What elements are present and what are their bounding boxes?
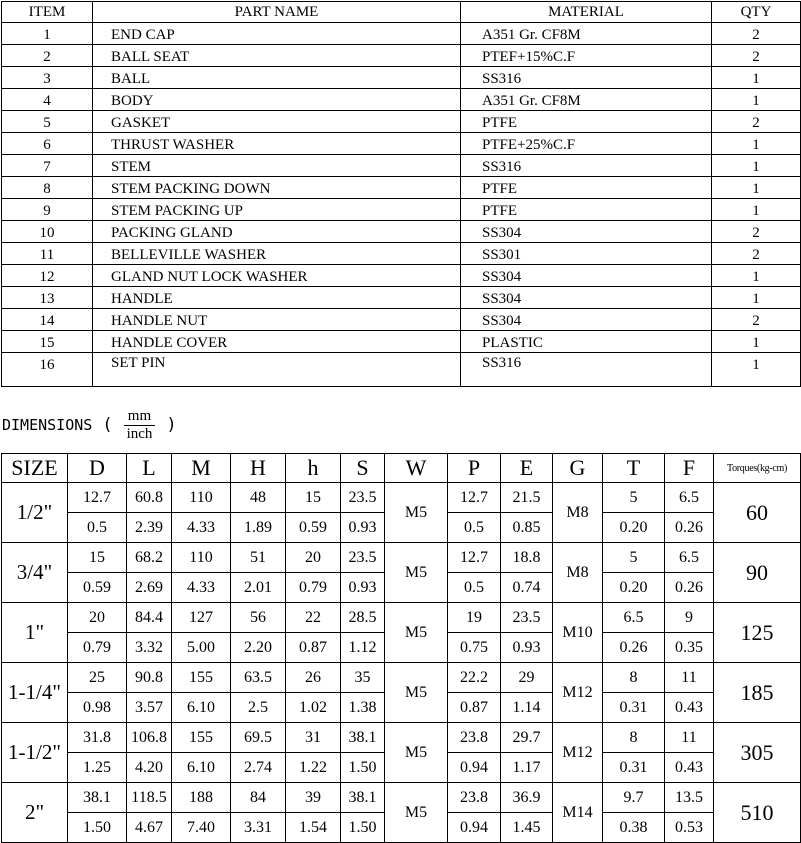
dim-w: M5 [385,723,448,783]
dim-header-cell: W [385,454,448,483]
unit-fraction [123,408,157,443]
parts-cell-mat: SS316 [461,67,712,89]
dim-header-cell: F [665,454,714,483]
dim-value-inch: 1.17 [501,753,553,783]
dim-value-inch: 0.94 [448,753,501,783]
dim-value-inch: 1.50 [341,813,385,843]
parts-cell-name: HANDLE NUT [93,309,461,331]
dim-size: 1-1/4" [2,663,68,723]
dim-value-inch: 0.87 [286,633,341,663]
dim-value-inch: 0.20 [603,513,665,543]
parts-row [2,155,801,177]
dim-value-mm: 84.4 [127,603,172,633]
parts-row [2,177,801,199]
parts-cell-mat: SS304 [461,287,712,309]
dim-value-mm: 11 [665,663,714,693]
header-material: MATERIAL [461,2,712,23]
dim-value-mm: 6.5 [665,543,714,573]
dim-value-inch: 1.12 [341,633,385,663]
dim-value-mm: 38.1 [341,723,385,753]
dim-value-mm: 6.5 [603,603,665,633]
parts-cell-qty: 2 [712,243,801,265]
dim-w: M5 [385,483,448,543]
parts-row [2,199,801,221]
dim-value-mm: 9 [665,603,714,633]
dim-w: M5 [385,603,448,663]
dim-value-mm: 23.8 [448,783,501,813]
dim-row-mm [2,663,801,693]
dim-value-mm: 20 [68,603,127,633]
dim-header-cell: L [127,454,172,483]
dim-value-mm: 31.8 [68,723,127,753]
parts-cell-item: 4 [2,89,93,111]
dim-g: M8 [553,483,603,543]
dim-torque: 125 [714,603,801,663]
dim-value-mm: 51 [231,543,286,573]
dim-value-mm: 5 [603,483,665,513]
dim-value-inch: 1.25 [68,753,127,783]
parts-cell-item: 16 [2,353,93,387]
close-paren: ) [166,415,177,435]
dim-value-mm: 8 [603,723,665,753]
dim-value-inch: 3.32 [127,633,172,663]
dim-value-inch: 1.54 [286,813,341,843]
dim-value-inch: 0.26 [665,573,714,603]
dim-value-mm: 12.7 [448,543,501,573]
parts-cell-mat: PTFE [461,199,712,221]
dim-value-mm: 12.7 [68,483,127,513]
parts-header-row [2,2,801,23]
parts-cell-mat: PTEF+15%C.F [461,45,712,67]
parts-cell-mat: SS316 [461,155,712,177]
dim-torque: 305 [714,723,801,783]
dim-value-mm: 23.8 [448,723,501,753]
dim-torque: 60 [714,483,801,543]
dim-value-inch: 2.01 [231,573,286,603]
parts-cell-item: 6 [2,133,93,155]
parts-cell-name: SET PIN [93,353,461,387]
parts-cell-name: STEM [93,155,461,177]
dim-torque: 185 [714,663,801,723]
dim-value-mm: 6.5 [665,483,714,513]
dim-row-mm [2,603,801,633]
parts-cell-mat: SS304 [461,265,712,287]
dim-value-mm: 38.1 [341,783,385,813]
parts-cell-qty: 1 [712,265,801,287]
parts-row [2,265,801,287]
dim-row-mm [2,543,801,573]
dim-value-inch: 6.10 [172,753,231,783]
parts-cell-mat: SS316 [461,353,712,387]
parts-row [2,243,801,265]
parts-cell-qty: 1 [712,353,801,387]
dim-value-mm: 8 [603,663,665,693]
dim-value-inch: 0.5 [68,513,127,543]
parts-cell-mat: PTFE+25%C.F [461,133,712,155]
dim-value-mm: 36.9 [501,783,553,813]
parts-cell-mat: PLASTIC [461,331,712,353]
parts-cell-qty: 1 [712,331,801,353]
parts-cell-qty: 1 [712,89,801,111]
dim-size: 1/2" [2,483,68,543]
dim-g: M12 [553,663,603,723]
dim-header-cell: S [341,454,385,483]
dim-value-inch: 0.5 [448,513,501,543]
dim-value-inch: 0.87 [448,693,501,723]
dim-value-mm: 127 [172,603,231,633]
parts-body [2,23,801,387]
dim-header-cell: T [603,454,665,483]
dim-value-mm: 38.1 [68,783,127,813]
parts-cell-qty: 2 [712,45,801,67]
parts-row [2,287,801,309]
dim-row-mm [2,783,801,813]
dim-value-inch: 0.93 [501,633,553,663]
dim-value-mm: 39 [286,783,341,813]
dimensions-heading [2,405,187,445]
dim-header-cell: H [231,454,286,483]
dim-value-inch: 0.85 [501,513,553,543]
dim-value-inch: 0.93 [341,513,385,543]
dim-value-inch: 1.50 [68,813,127,843]
dim-value-inch: 0.79 [68,633,127,663]
parts-cell-item: 1 [2,23,93,45]
dim-value-inch: 0.35 [665,633,714,663]
dim-w: M5 [385,663,448,723]
dim-torque: 510 [714,783,801,843]
parts-cell-name: BELLEVILLE WASHER [93,243,461,265]
dim-header-cell: Torques(kg-cm) [714,454,801,483]
dim-header-cell: D [68,454,127,483]
dim-value-mm: 90.8 [127,663,172,693]
dim-value-inch: 0.79 [286,573,341,603]
dim-torque: 90 [714,543,801,603]
dim-value-inch: 2.39 [127,513,172,543]
dim-value-mm: 110 [172,483,231,513]
parts-cell-qty: 1 [712,133,801,155]
parts-cell-name: BODY [93,89,461,111]
dim-value-inch: 0.93 [341,573,385,603]
dim-value-inch: 0.31 [603,753,665,783]
dim-value-mm: 23.5 [501,603,553,633]
parts-cell-item: 12 [2,265,93,287]
dim-value-inch: 0.94 [448,813,501,843]
dim-value-inch: 1.38 [341,693,385,723]
parts-row [2,309,801,331]
dim-value-inch: 7.40 [172,813,231,843]
dim-value-mm: 48 [231,483,286,513]
parts-cell-item: 15 [2,331,93,353]
dim-value-inch: 1.50 [341,753,385,783]
dim-size: 3/4" [2,543,68,603]
parts-cell-mat: A351 Gr. CF8M [461,89,712,111]
dim-value-mm: 118.5 [127,783,172,813]
parts-cell-name: BALL SEAT [93,45,461,67]
parts-cell-qty: 1 [712,287,801,309]
parts-cell-name: GASKET [93,111,461,133]
dim-value-mm: 84 [231,783,286,813]
parts-cell-name: THRUST WASHER [93,133,461,155]
parts-cell-item: 2 [2,45,93,67]
dim-value-mm: 12.7 [448,483,501,513]
dim-value-inch: 2.69 [127,573,172,603]
dim-value-mm: 9.7 [603,783,665,813]
dim-w: M5 [385,543,448,603]
parts-row [2,221,801,243]
dim-value-mm: 15 [68,543,127,573]
dim-value-inch: 2.20 [231,633,286,663]
dim-size: 1-1/2" [2,723,68,783]
dim-value-mm: 110 [172,543,231,573]
dim-value-mm: 56 [231,603,286,633]
dim-header-cell: SIZE [2,454,68,483]
dim-value-mm: 21.5 [501,483,553,513]
dim-value-inch: 1.45 [501,813,553,843]
dim-value-mm: 106.8 [127,723,172,753]
parts-cell-name: GLAND NUT LOCK WASHER [93,265,461,287]
parts-cell-item: 13 [2,287,93,309]
dim-value-mm: 155 [172,723,231,753]
dim-value-mm: 22 [286,603,341,633]
dim-size: 2" [2,783,68,843]
dim-value-inch: 0.38 [603,813,665,843]
parts-cell-name: STEM PACKING DOWN [93,177,461,199]
parts-cell-mat: PTFE [461,111,712,133]
parts-cell-name: HANDLE [93,287,461,309]
dim-value-inch: 4.20 [127,753,172,783]
dim-header-cell: M [172,454,231,483]
dim-value-mm: 28.5 [341,603,385,633]
dim-value-inch: 0.5 [448,573,501,603]
parts-cell-name: PACKING GLAND [93,221,461,243]
parts-cell-name: END CAP [93,23,461,45]
dim-value-mm: 69.5 [231,723,286,753]
dim-size: 1" [2,603,68,663]
dim-value-mm: 13.5 [665,783,714,813]
dim-value-mm: 31 [286,723,341,753]
dim-value-inch: 3.57 [127,693,172,723]
dim-header-cell: G [553,454,603,483]
dim-value-inch: 0.26 [603,633,665,663]
dim-value-mm: 5 [603,543,665,573]
dim-value-mm: 18.8 [501,543,553,573]
parts-cell-item: 14 [2,309,93,331]
header-part-name: PART NAME [93,2,461,23]
parts-row [2,89,801,111]
dim-value-inch: 0.98 [68,693,127,723]
dim-value-inch: 5.00 [172,633,231,663]
dim-value-mm: 26 [286,663,341,693]
parts-table [1,1,801,387]
dim-value-mm: 19 [448,603,501,633]
parts-cell-item: 11 [2,243,93,265]
parts-row [2,67,801,89]
dim-value-mm: 29 [501,663,553,693]
header-qty: QTY [712,2,801,23]
parts-row [2,353,801,387]
dim-value-inch: 0.43 [665,693,714,723]
dimensions-table [1,453,801,843]
parts-cell-item: 7 [2,155,93,177]
dim-g: M8 [553,543,603,603]
dim-value-inch: 3.31 [231,813,286,843]
dim-g: M14 [553,783,603,843]
parts-row [2,331,801,353]
dim-value-inch: 1.14 [501,693,553,723]
dim-row-mm [2,483,801,513]
dim-header-cell: E [501,454,553,483]
dim-value-inch: 1.02 [286,693,341,723]
dim-value-mm: 60.8 [127,483,172,513]
dim-value-inch: 0.75 [448,633,501,663]
unit-numerator: mm [124,408,155,426]
dim-value-mm: 68.2 [127,543,172,573]
parts-cell-qty: 1 [712,67,801,89]
header-item: ITEM [2,2,93,23]
dim-value-inch: 4.33 [172,513,231,543]
dim-value-inch: 4.33 [172,573,231,603]
dimensions-body [2,483,801,843]
parts-cell-qty: 2 [712,111,801,133]
parts-cell-mat: A351 Gr. CF8M [461,23,712,45]
parts-cell-qty: 1 [712,177,801,199]
dim-value-mm: 63.5 [231,663,286,693]
parts-cell-mat: PTFE [461,177,712,199]
dim-value-inch: 2.74 [231,753,286,783]
dim-value-inch: 1.89 [231,513,286,543]
parts-cell-name: STEM PACKING UP [93,199,461,221]
parts-cell-qty: 2 [712,309,801,331]
parts-cell-qty: 2 [712,23,801,45]
parts-cell-name: BALL [93,67,461,89]
dim-value-inch: 0.26 [665,513,714,543]
dim-w: M5 [385,783,448,843]
dim-header-cell: P [448,454,501,483]
parts-row [2,23,801,45]
dim-value-inch: 2.5 [231,693,286,723]
dim-value-inch: 1.22 [286,753,341,783]
dim-value-mm: 155 [172,663,231,693]
dim-value-inch: 6.10 [172,693,231,723]
dimensions-header-row [2,454,801,483]
dim-value-inch: 0.59 [286,513,341,543]
dim-value-inch: 0.43 [665,753,714,783]
parts-cell-item: 3 [2,67,93,89]
parts-cell-qty: 1 [712,155,801,177]
parts-row [2,111,801,133]
dim-value-mm: 29.7 [501,723,553,753]
dim-value-mm: 35 [341,663,385,693]
parts-cell-qty: 2 [712,221,801,243]
dim-g: M12 [553,723,603,783]
unit-denominator: inch [126,425,153,442]
dim-g: M10 [553,603,603,663]
dim-value-mm: 25 [68,663,127,693]
parts-cell-mat: SS301 [461,243,712,265]
dim-value-inch: 0.74 [501,573,553,603]
dim-value-mm: 15 [286,483,341,513]
dim-value-mm: 20 [286,543,341,573]
dim-value-mm: 188 [172,783,231,813]
dim-value-mm: 11 [665,723,714,753]
dim-row-mm [2,723,801,753]
dim-value-mm: 23.5 [341,543,385,573]
parts-row [2,133,801,155]
parts-cell-item: 9 [2,199,93,221]
dim-value-inch: 0.20 [603,573,665,603]
open-paren: ( [102,415,113,435]
parts-cell-item: 5 [2,111,93,133]
parts-cell-item: 10 [2,221,93,243]
parts-cell-mat: SS304 [461,309,712,331]
dim-value-inch: 4.67 [127,813,172,843]
dim-value-mm: 23.5 [341,483,385,513]
parts-cell-item: 8 [2,177,93,199]
dim-value-mm: 22.2 [448,663,501,693]
parts-cell-qty: 1 [712,199,801,221]
parts-cell-name: HANDLE COVER [93,331,461,353]
dim-value-inch: 0.31 [603,693,665,723]
dimensions-label: DIMENSIONS [2,416,93,434]
dim-value-inch: 0.59 [68,573,127,603]
parts-cell-mat: SS304 [461,221,712,243]
dim-value-inch: 0.53 [665,813,714,843]
parts-row [2,45,801,67]
dim-header-cell: h [286,454,341,483]
